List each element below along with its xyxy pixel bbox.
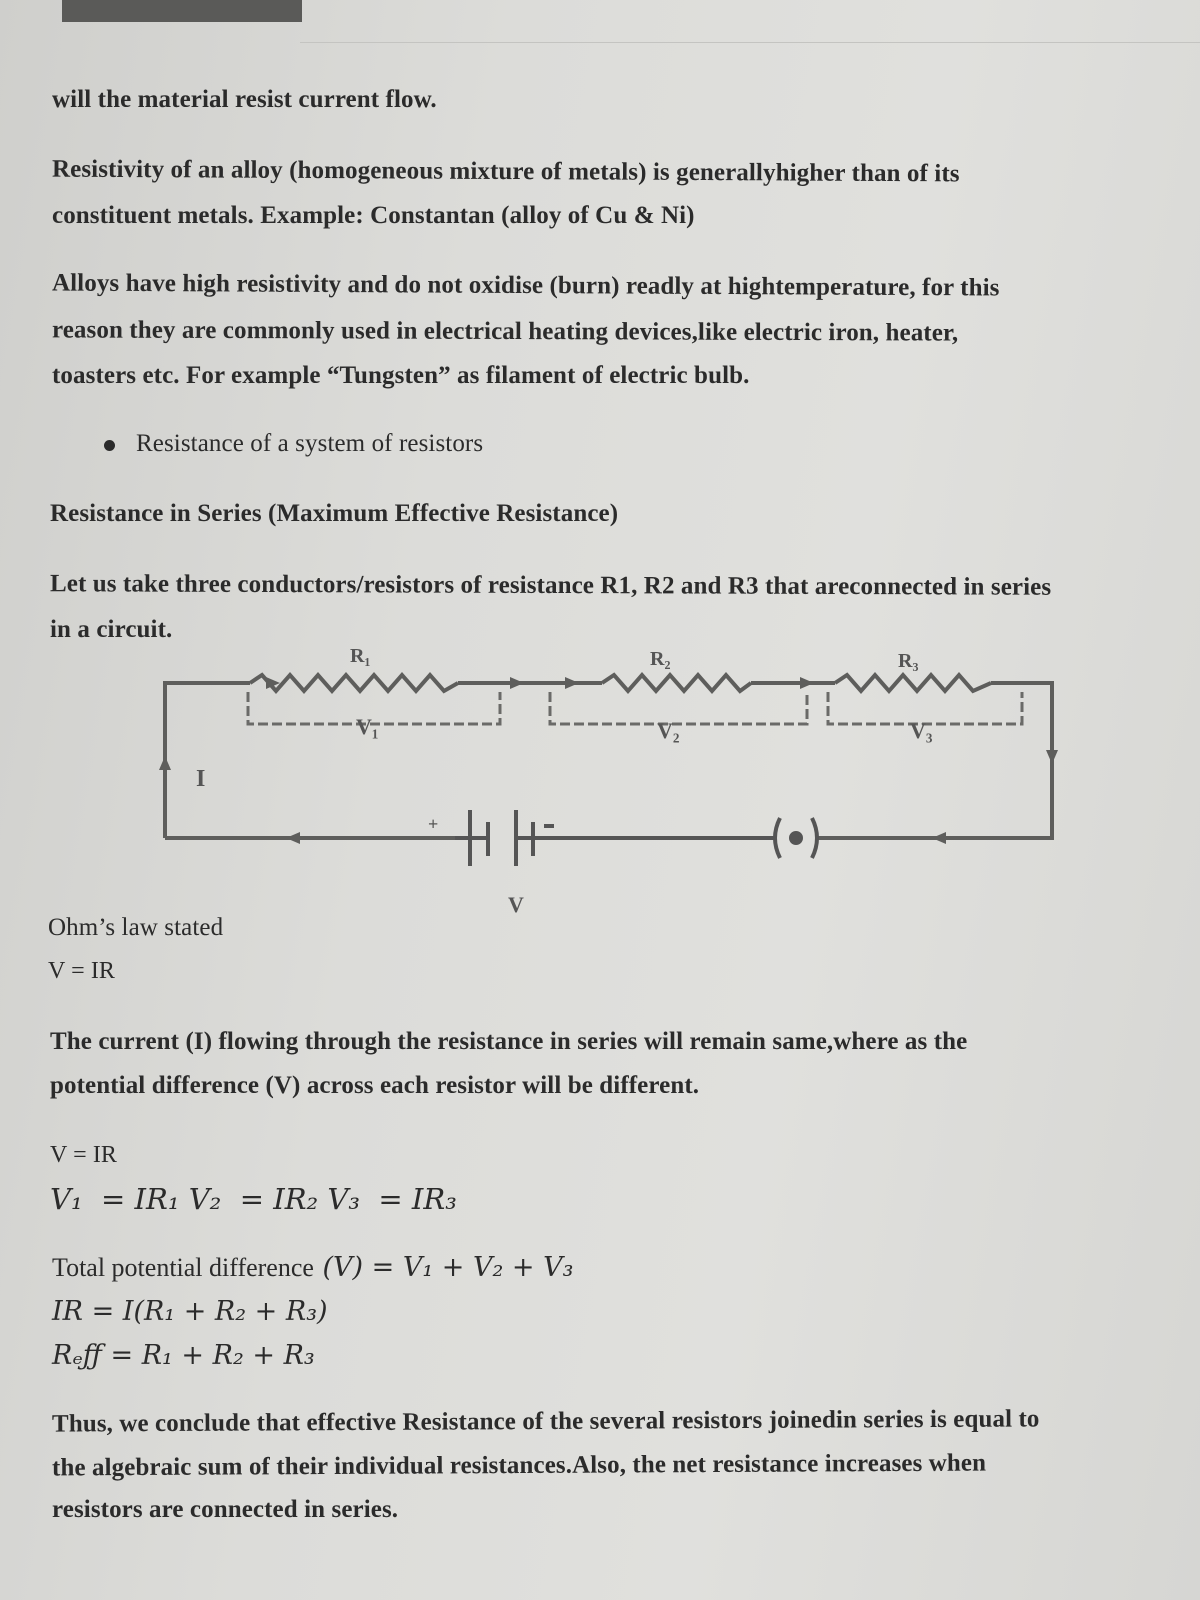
para-heating-line: toasters etc. For example “Tungsten” as filament of electric bulb. [52, 362, 750, 389]
current-label: I [196, 766, 206, 792]
total-label: Total potential difference [52, 1253, 314, 1282]
arrow-icon [286, 832, 300, 844]
eq-sign: = [378, 1182, 403, 1216]
eq-ir1: IR₁ [134, 1182, 180, 1216]
intro-line: will the material resist current flow. [52, 86, 437, 113]
plus-sign: + [428, 814, 439, 834]
resistor-label: R₁ [350, 645, 371, 667]
para-heating-line: reason they are commonly used in electrical heating devices,like electric iron, heater, [51, 316, 959, 347]
equation-reff [52, 1340, 315, 1371]
resistor-r1 [250, 675, 458, 691]
circuit-wire [165, 683, 1052, 838]
eq-v3: V₃ [327, 1182, 360, 1216]
equation-ir-text: IR = I(R₁ + R₂ + R₃) [52, 1296, 328, 1327]
eq-sign: = [239, 1182, 265, 1216]
equation-vir: V = IR [50, 1142, 118, 1168]
eq-v2: V₂ [188, 1182, 222, 1216]
arrow-icon [510, 677, 524, 689]
total-rhs: (V) = V₁ + V₂ + V₃ [322, 1252, 574, 1283]
resistor-r2 [602, 675, 751, 691]
para-conclude-line: Thus, we conclude that effective Resistance of the several resistors joinedin series is equal to [51, 1405, 1040, 1438]
voltage-label: V₃ [910, 718, 933, 743]
voltage-label: V₂ [657, 718, 680, 743]
section-heading: Resistance in Series (Maximum Effective Resistance) [50, 500, 619, 527]
eq-ir3: IR₃ [411, 1182, 457, 1216]
para-alloy-line: Resistivity of an alloy (homogeneous mixture of metals) is generallyhigher than of its [51, 155, 960, 188]
equation-voltages [50, 1182, 457, 1216]
eq-v1: V₁ [50, 1182, 83, 1216]
resistor-label: R₂ [650, 648, 671, 670]
arrow-icon [159, 756, 171, 770]
ohm-formula: V = IR [48, 958, 116, 984]
equation-total [52, 1252, 573, 1283]
key-switch-icon [760, 818, 817, 858]
resistor-r3 [835, 675, 991, 691]
para-conclude-line: resistors are connected in series. [52, 1496, 399, 1523]
equation-reff-text: Rₑƒƒ = R₁ + R₂ + R₃ [52, 1340, 315, 1371]
para-alloy-line: constituent metals. Example: Constantan (alloy of Cu & Ni) [52, 202, 695, 229]
para-heating-line: Alloys have high resistivity and do not oxidise (burn) readly at hightemperature, for this [51, 269, 1000, 302]
arrow-icon [800, 677, 814, 689]
resistor-label: R₃ [898, 650, 919, 672]
battery-icon [455, 810, 760, 866]
equation-ir [52, 1296, 328, 1327]
eq-sign: = [101, 1182, 126, 1216]
arrow-icon [565, 677, 579, 689]
para-take-line: Let us take three conductors/resistors of resistance R1, R2 and R3 that areconnected in series [49, 570, 1052, 601]
bullet-item: Resistance of a system of resistors [136, 430, 484, 457]
eq-ir2: IR₂ [273, 1182, 319, 1216]
para-current-line: The current (I) flowing through the resistance in series will remain same,where as the [50, 1028, 968, 1055]
para-take-line: in a circuit. [50, 616, 173, 643]
arrow-icon [1046, 750, 1058, 764]
para-conclude-line: the algebraic sum of their individual resistances.Also, the net resistance increases when [51, 1449, 987, 1482]
voltage-label: V₁ [356, 714, 379, 739]
arrow-icon [932, 832, 946, 844]
para-current-line: potential difference (V) across each resistor will be different. [50, 1072, 700, 1099]
ohm-heading: Ohm’s law stated [48, 914, 224, 941]
battery-label: V [508, 892, 524, 917]
